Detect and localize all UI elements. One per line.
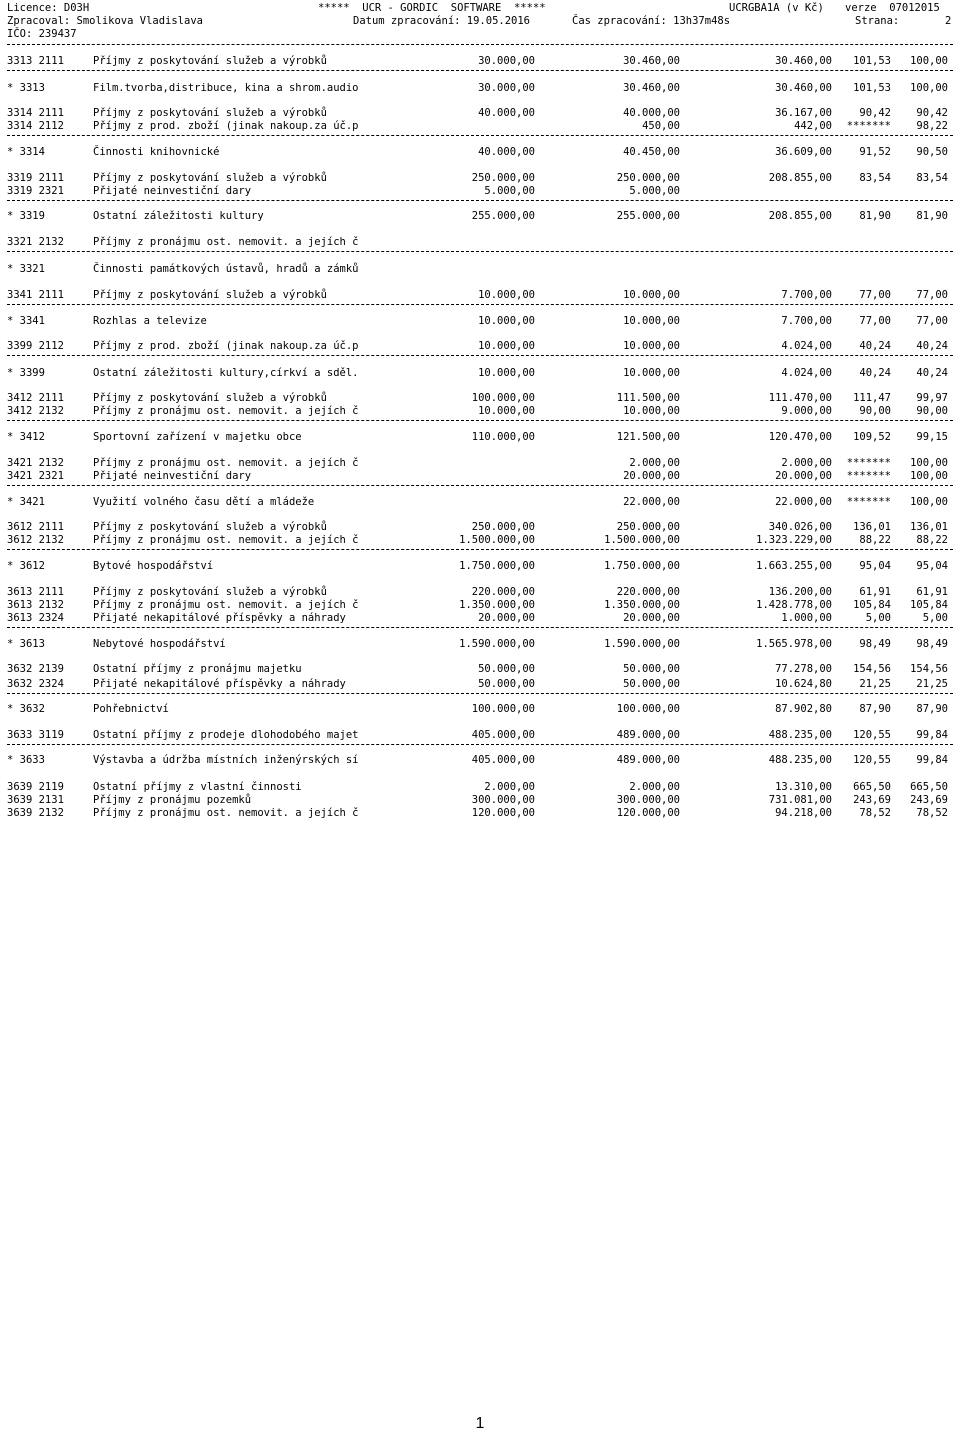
row-adjusted-budget: 10.000,00 xyxy=(623,367,680,379)
row-description: Ostatní záležitosti kultury xyxy=(93,210,264,222)
row-code: * 3399 xyxy=(7,367,45,379)
row-percent-adjusted: 99,97 xyxy=(916,392,948,404)
row-description: Příjmy z poskytování služeb a výrobků xyxy=(93,172,327,184)
summary-row xyxy=(0,754,960,767)
ico-text: IČO: 239437 xyxy=(7,28,77,40)
row-code: 3613 2324 xyxy=(7,612,64,624)
row-adjusted-budget: 1.350.000,00 xyxy=(604,599,680,611)
row-adjusted-budget: 1.750.000,00 xyxy=(604,560,680,572)
row-percent-approved: 81,90 xyxy=(859,210,891,222)
row-percent-adjusted: 100,00 xyxy=(910,457,948,469)
row-description: Příjmy z poskytování služeb a výrobků xyxy=(93,55,327,67)
row-percent-adjusted: 77,00 xyxy=(916,289,948,301)
row-description: Příjmy z poskytování služeb a výrobků xyxy=(93,521,327,533)
row-actual-value: 731.081,00 xyxy=(768,794,832,806)
header-line-1 xyxy=(0,2,960,15)
row-code: 3412 2132 xyxy=(7,405,64,417)
row-description: Výstavba a údržba místních inženýrských sí xyxy=(93,754,359,766)
table-row xyxy=(0,55,960,68)
row-percent-adjusted: 136,01 xyxy=(910,521,948,533)
row-code: 3612 2111 xyxy=(7,521,64,533)
row-code: 3399 2112 xyxy=(7,340,64,352)
summary-row xyxy=(0,703,960,716)
table-row xyxy=(0,612,960,625)
row-actual-value: 442,00 xyxy=(794,120,832,132)
row-approved-budget: 250.000,00 xyxy=(471,521,535,533)
row-approved-budget: 220.000,00 xyxy=(471,586,535,598)
row-approved-budget: 50.000,00 xyxy=(478,678,535,690)
row-approved-budget: 405.000,00 xyxy=(471,754,535,766)
licence-text: Licence: D03H xyxy=(7,2,90,14)
row-description: Sportovní zařízení v majetku obce xyxy=(93,431,302,443)
row-adjusted-budget: 20.000,00 xyxy=(623,612,680,624)
row-actual-value: 208.855,00 xyxy=(768,172,832,184)
row-percent-adjusted: 5,00 xyxy=(922,612,948,624)
row-percent-adjusted: 665,50 xyxy=(910,781,948,793)
row-percent-approved: 95,04 xyxy=(859,560,891,572)
row-percent-adjusted: 100,00 xyxy=(910,82,948,94)
row-percent-adjusted: 61,91 xyxy=(916,586,948,598)
row-description: Rozhlas a televize xyxy=(93,315,207,327)
row-actual-value: 488.235,00 xyxy=(768,729,832,741)
row-description: Ostatní příjmy z prodeje dlohodobého majet xyxy=(93,729,359,741)
row-description: Příjmy z poskytování služeb a výrobků xyxy=(93,586,327,598)
row-description: Příjmy z pronájmu ost. nemovit. a jejích č xyxy=(93,405,359,417)
table-row xyxy=(0,599,960,612)
summary-row xyxy=(0,560,960,573)
row-adjusted-budget: 20.000,00 xyxy=(623,470,680,482)
row-percent-approved: 83,54 xyxy=(859,172,891,184)
row-percent-adjusted: 98,22 xyxy=(916,120,948,132)
row-adjusted-budget: 255.000,00 xyxy=(616,210,680,222)
row-percent-adjusted: 21,25 xyxy=(916,678,948,690)
row-percent-adjusted: 88,22 xyxy=(916,534,948,546)
row-description: Příjmy z pronájmu ost. nemovit. a jejích č xyxy=(93,534,359,546)
software-title: ***** UCR - GORDIC SOFTWARE ***** xyxy=(318,2,546,14)
table-row xyxy=(0,289,960,302)
row-actual-value: 13.310,00 xyxy=(775,781,832,793)
row-code: * 3612 xyxy=(7,560,45,572)
row-percent-approved: 40,24 xyxy=(859,367,891,379)
row-percent-approved: 111,47 xyxy=(853,392,891,404)
row-description: Příjmy z pronájmu ost. nemovit. a jejích č xyxy=(93,457,359,469)
row-approved-budget: 2.000,00 xyxy=(484,781,535,793)
page-label: Strana: xyxy=(855,15,900,27)
row-description: Příjmy z pronájmu ost. nemovit. a jejích č xyxy=(93,807,359,819)
row-percent-approved: 21,25 xyxy=(859,678,891,690)
row-approved-budget: 1.750.000,00 xyxy=(459,560,535,572)
row-adjusted-budget: 450,00 xyxy=(642,120,680,132)
row-description: Příjmy z pronájmu ost. nemovit. a jejích č xyxy=(93,599,359,611)
row-code: 3421 2321 xyxy=(7,470,64,482)
row-adjusted-budget: 250.000,00 xyxy=(616,521,680,533)
row-separator xyxy=(7,693,953,694)
table-row xyxy=(0,794,960,807)
table-row xyxy=(0,663,960,676)
row-percent-approved: 61,91 xyxy=(859,586,891,598)
table-row xyxy=(0,172,960,185)
row-percent-adjusted: 98,49 xyxy=(916,638,948,650)
row-approved-budget: 110.000,00 xyxy=(471,431,535,443)
row-actual-value: 488.235,00 xyxy=(768,754,832,766)
row-code: * 3421 xyxy=(7,496,45,508)
summary-row xyxy=(0,431,960,444)
row-adjusted-budget: 10.000,00 xyxy=(623,405,680,417)
table-row xyxy=(0,470,960,483)
row-description: Přijaté nekapitálové příspěvky a náhrady xyxy=(93,612,346,624)
row-code: 3612 2132 xyxy=(7,534,64,546)
row-adjusted-budget: 1.500.000,00 xyxy=(604,534,680,546)
row-code: 3321 2132 xyxy=(7,236,64,248)
row-code: * 3313 xyxy=(7,82,45,94)
row-actual-value: 7.700,00 xyxy=(781,315,832,327)
table-row xyxy=(0,405,960,418)
row-percent-approved: 90,00 xyxy=(859,405,891,417)
page-footer-number: 1 xyxy=(475,1415,485,1432)
row-percent-adjusted: 99,15 xyxy=(916,431,948,443)
row-approved-budget: 1.500.000,00 xyxy=(459,534,535,546)
row-percent-adjusted: 81,90 xyxy=(916,210,948,222)
table-row xyxy=(0,729,960,742)
row-percent-approved: 120,55 xyxy=(853,729,891,741)
row-adjusted-budget: 30.460,00 xyxy=(623,82,680,94)
row-percent-approved: 91,52 xyxy=(859,146,891,158)
table-row xyxy=(0,392,960,405)
row-actual-value: 10.624,80 xyxy=(775,678,832,690)
summary-row xyxy=(0,315,960,328)
row-description: Film.tvorba,distribuce, kina a shrom.audio xyxy=(93,82,359,94)
row-separator xyxy=(7,420,953,421)
row-actual-value: 30.460,00 xyxy=(775,55,832,67)
row-percent-adjusted: 100,00 xyxy=(910,470,948,482)
summary-row xyxy=(0,367,960,380)
row-adjusted-budget: 250.000,00 xyxy=(616,172,680,184)
row-actual-value: 36.609,00 xyxy=(775,146,832,158)
row-code: * 3632 xyxy=(7,703,45,715)
row-description: Příjmy z poskytování služeb a výrobků xyxy=(93,289,327,301)
row-percent-approved: 665,50 xyxy=(853,781,891,793)
row-adjusted-budget: 100.000,00 xyxy=(616,703,680,715)
row-actual-value: 1.428.778,00 xyxy=(756,599,832,611)
row-percent-approved: 101,53 xyxy=(853,82,891,94)
row-adjusted-budget: 300.000,00 xyxy=(616,794,680,806)
row-code: 3639 2132 xyxy=(7,807,64,819)
summary-row xyxy=(0,496,960,509)
row-percent-approved: 120,55 xyxy=(853,754,891,766)
row-code: 3319 2321 xyxy=(7,185,64,197)
row-adjusted-budget: 10.000,00 xyxy=(623,340,680,352)
row-approved-budget: 20.000,00 xyxy=(478,612,535,624)
row-approved-budget: 255.000,00 xyxy=(471,210,535,222)
row-actual-value: 136.200,00 xyxy=(768,586,832,598)
row-description: Příjmy z pronájmu ost. nemovit. a jejích č xyxy=(93,236,359,248)
row-separator xyxy=(7,355,953,356)
row-percent-approved: ******* xyxy=(846,470,891,482)
row-approved-budget: 100.000,00 xyxy=(471,392,535,404)
row-description: Příjmy z prod. zboží (jinak nakoup.za úč.p xyxy=(93,120,359,132)
row-adjusted-budget: 220.000,00 xyxy=(616,586,680,598)
row-percent-adjusted: 87,90 xyxy=(916,703,948,715)
row-adjusted-budget: 50.000,00 xyxy=(623,663,680,675)
row-percent-approved: ******* xyxy=(846,496,891,508)
row-actual-value: 30.460,00 xyxy=(775,82,832,94)
row-description: Pohřebnictví xyxy=(93,703,169,715)
table-row xyxy=(0,236,960,249)
row-actual-value: 1.323.229,00 xyxy=(756,534,832,546)
row-actual-value: 20.000,00 xyxy=(775,470,832,482)
row-adjusted-budget: 2.000,00 xyxy=(629,781,680,793)
row-approved-budget: 1.350.000,00 xyxy=(459,599,535,611)
row-approved-budget: 30.000,00 xyxy=(478,55,535,67)
row-code: 3421 2132 xyxy=(7,457,64,469)
row-code: 3639 2119 xyxy=(7,781,64,793)
row-description: Ostatní příjmy z pronájmu majetku xyxy=(93,663,302,675)
row-percent-approved: 77,00 xyxy=(859,289,891,301)
row-percent-adjusted: 154,56 xyxy=(910,663,948,675)
row-description: Přijaté nekapitálové příspěvky a náhrady xyxy=(93,678,346,690)
row-approved-budget: 5.000,00 xyxy=(484,185,535,197)
row-actual-value: 4.024,00 xyxy=(781,367,832,379)
row-percent-adjusted: 243,69 xyxy=(910,794,948,806)
row-adjusted-budget: 30.460,00 xyxy=(623,55,680,67)
row-description: Činnosti knihovnické xyxy=(93,146,220,158)
row-description: Příjmy z poskytování služeb a výrobků xyxy=(93,392,327,404)
row-code: 3613 2111 xyxy=(7,586,64,598)
row-actual-value: 94.218,00 xyxy=(775,807,832,819)
row-approved-budget: 50.000,00 xyxy=(478,663,535,675)
row-adjusted-budget: 40.450,00 xyxy=(623,146,680,158)
version-text: verze 07012015 xyxy=(845,2,940,14)
row-code: 3633 3119 xyxy=(7,729,64,741)
row-percent-approved: 154,56 xyxy=(853,663,891,675)
row-adjusted-budget: 489.000,00 xyxy=(616,754,680,766)
row-approved-budget: 1.590.000,00 xyxy=(459,638,535,650)
row-approved-budget: 10.000,00 xyxy=(478,340,535,352)
row-code: 3639 2131 xyxy=(7,794,64,806)
row-code: * 3613 xyxy=(7,638,45,650)
row-description: Přijaté neinvestiční dary xyxy=(93,185,252,197)
row-actual-value: 2.000,00 xyxy=(781,457,832,469)
row-percent-approved: 90,42 xyxy=(859,107,891,119)
row-percent-approved: 243,69 xyxy=(853,794,891,806)
row-separator xyxy=(7,744,953,745)
row-code: * 3319 xyxy=(7,210,45,222)
summary-row xyxy=(0,263,960,276)
header-line-2 xyxy=(0,15,960,28)
row-approved-budget: 10.000,00 xyxy=(478,315,535,327)
row-approved-budget: 250.000,00 xyxy=(471,172,535,184)
row-separator xyxy=(7,627,953,628)
row-code: * 3633 xyxy=(7,754,45,766)
row-adjusted-budget: 10.000,00 xyxy=(623,289,680,301)
row-adjusted-budget: 1.590.000,00 xyxy=(604,638,680,650)
row-actual-value: 77.278,00 xyxy=(775,663,832,675)
row-percent-adjusted: 83,54 xyxy=(916,172,948,184)
row-description: Ostatní záležitosti kultury,církví a sděl. xyxy=(93,367,359,379)
summary-row xyxy=(0,82,960,95)
row-approved-budget: 40.000,00 xyxy=(478,146,535,158)
row-actual-value: 9.000,00 xyxy=(781,405,832,417)
row-code: 3613 2132 xyxy=(7,599,64,611)
row-description: Příjmy z prod. zboží (jinak nakoup.za úč.p xyxy=(93,340,359,352)
processing-time: Čas zpracování: 13h37m48s xyxy=(572,15,731,27)
table-row xyxy=(0,107,960,120)
row-adjusted-budget: 2.000,00 xyxy=(629,457,680,469)
summary-row xyxy=(0,638,960,651)
processed-by: Zpracoval: Smolikova Vladislava xyxy=(7,15,203,27)
row-percent-adjusted: 95,04 xyxy=(916,560,948,572)
row-percent-approved: 136,01 xyxy=(853,521,891,533)
row-percent-approved: 88,22 xyxy=(859,534,891,546)
row-code: 3314 2111 xyxy=(7,107,64,119)
header-separator xyxy=(7,44,953,45)
row-approved-budget: 30.000,00 xyxy=(478,82,535,94)
row-actual-value: 1.663.255,00 xyxy=(756,560,832,572)
row-code: 3632 2324 xyxy=(7,678,64,690)
row-code: 3412 2111 xyxy=(7,392,64,404)
row-percent-approved: 77,00 xyxy=(859,315,891,327)
row-separator xyxy=(7,135,953,136)
row-actual-value: 22.000,00 xyxy=(775,496,832,508)
row-code: * 3321 xyxy=(7,263,45,275)
row-approved-budget: 10.000,00 xyxy=(478,289,535,301)
table-row xyxy=(0,586,960,599)
row-separator xyxy=(7,70,953,71)
table-row xyxy=(0,781,960,794)
table-row xyxy=(0,340,960,353)
row-actual-value: 340.026,00 xyxy=(768,521,832,533)
row-code: 3313 2111 xyxy=(7,55,64,67)
row-approved-budget: 100.000,00 xyxy=(471,703,535,715)
row-description: Nebytové hospodářství xyxy=(93,638,226,650)
row-description: Ostatní příjmy z vlastní činnosti xyxy=(93,781,302,793)
page-number: 2 xyxy=(945,15,952,27)
row-approved-budget: 40.000,00 xyxy=(478,107,535,119)
table-row xyxy=(0,678,960,691)
summary-row xyxy=(0,210,960,223)
row-description: Využití volného času dětí a mládeže xyxy=(93,496,315,508)
row-percent-adjusted: 40,24 xyxy=(916,340,948,352)
row-code: 3341 2111 xyxy=(7,289,64,301)
row-adjusted-budget: 40.000,00 xyxy=(623,107,680,119)
row-percent-approved: 101,53 xyxy=(853,55,891,67)
row-adjusted-budget: 5.000,00 xyxy=(629,185,680,197)
row-actual-value: 7.700,00 xyxy=(781,289,832,301)
row-percent-adjusted: 90,50 xyxy=(916,146,948,158)
header-line-3 xyxy=(0,28,960,41)
row-adjusted-budget: 121.500,00 xyxy=(616,431,680,443)
row-actual-value: 4.024,00 xyxy=(781,340,832,352)
row-percent-adjusted: 77,00 xyxy=(916,315,948,327)
row-code: * 3341 xyxy=(7,315,45,327)
row-adjusted-budget: 50.000,00 xyxy=(623,678,680,690)
row-actual-value: 87.902,80 xyxy=(775,703,832,715)
table-row xyxy=(0,185,960,198)
row-actual-value: 1.000,00 xyxy=(781,612,832,624)
row-percent-adjusted: 105,84 xyxy=(910,599,948,611)
row-approved-budget: 120.000,00 xyxy=(471,807,535,819)
row-percent-adjusted: 100,00 xyxy=(910,55,948,67)
row-separator xyxy=(7,200,953,201)
row-code: * 3412 xyxy=(7,431,45,443)
row-adjusted-budget: 111.500,00 xyxy=(616,392,680,404)
row-percent-approved: 105,84 xyxy=(853,599,891,611)
table-row xyxy=(0,534,960,547)
row-percent-approved: ******* xyxy=(846,120,891,132)
row-percent-adjusted: 90,00 xyxy=(916,405,948,417)
row-separator xyxy=(7,251,953,252)
row-approved-budget: 405.000,00 xyxy=(471,729,535,741)
row-percent-approved: 5,00 xyxy=(865,612,891,624)
row-percent-approved: 98,49 xyxy=(859,638,891,650)
row-actual-value: 208.855,00 xyxy=(768,210,832,222)
table-row xyxy=(0,457,960,470)
row-percent-approved: 40,24 xyxy=(859,340,891,352)
row-actual-value: 111.470,00 xyxy=(768,392,832,404)
table-row xyxy=(0,521,960,534)
row-percent-adjusted: 99,84 xyxy=(916,754,948,766)
report-code: UCRGBA1A (v Kč) xyxy=(729,2,824,14)
row-description: Příjmy z pronájmu pozemků xyxy=(93,794,252,806)
row-actual-value: 120.470,00 xyxy=(768,431,832,443)
processing-date: Datum zpracování: 19.05.2016 xyxy=(353,15,531,27)
row-adjusted-budget: 489.000,00 xyxy=(616,729,680,741)
row-code: 3632 2139 xyxy=(7,663,64,675)
row-description: Přijaté neinvestiční dary xyxy=(93,470,252,482)
row-separator xyxy=(7,549,953,550)
row-adjusted-budget: 10.000,00 xyxy=(623,315,680,327)
row-description: Příjmy z poskytování služeb a výrobků xyxy=(93,107,327,119)
row-code: * 3314 xyxy=(7,146,45,158)
row-percent-approved: ******* xyxy=(846,457,891,469)
summary-row xyxy=(0,146,960,159)
row-separator xyxy=(7,485,953,486)
row-actual-value: 1.565.978,00 xyxy=(756,638,832,650)
row-percent-adjusted: 40,24 xyxy=(916,367,948,379)
row-approved-budget: 300.000,00 xyxy=(471,794,535,806)
row-percent-adjusted: 99,84 xyxy=(916,729,948,741)
table-row xyxy=(0,120,960,133)
row-description: Bytové hospodářství xyxy=(93,560,214,572)
row-approved-budget: 10.000,00 xyxy=(478,367,535,379)
row-percent-approved: 109,52 xyxy=(853,431,891,443)
row-actual-value: 36.167,00 xyxy=(775,107,832,119)
row-percent-adjusted: 100,00 xyxy=(910,496,948,508)
row-code: 3314 2112 xyxy=(7,120,64,132)
row-percent-approved: 78,52 xyxy=(859,807,891,819)
row-percent-approved: 87,90 xyxy=(859,703,891,715)
row-code: 3319 2111 xyxy=(7,172,64,184)
table-row xyxy=(0,807,960,820)
row-percent-adjusted: 78,52 xyxy=(916,807,948,819)
row-description: Činnosti památkových ústavů, hradů a zámků xyxy=(93,263,359,275)
row-percent-adjusted: 90,42 xyxy=(916,107,948,119)
row-approved-budget: 10.000,00 xyxy=(478,405,535,417)
row-adjusted-budget: 120.000,00 xyxy=(616,807,680,819)
row-adjusted-budget: 22.000,00 xyxy=(623,496,680,508)
row-separator xyxy=(7,304,953,305)
